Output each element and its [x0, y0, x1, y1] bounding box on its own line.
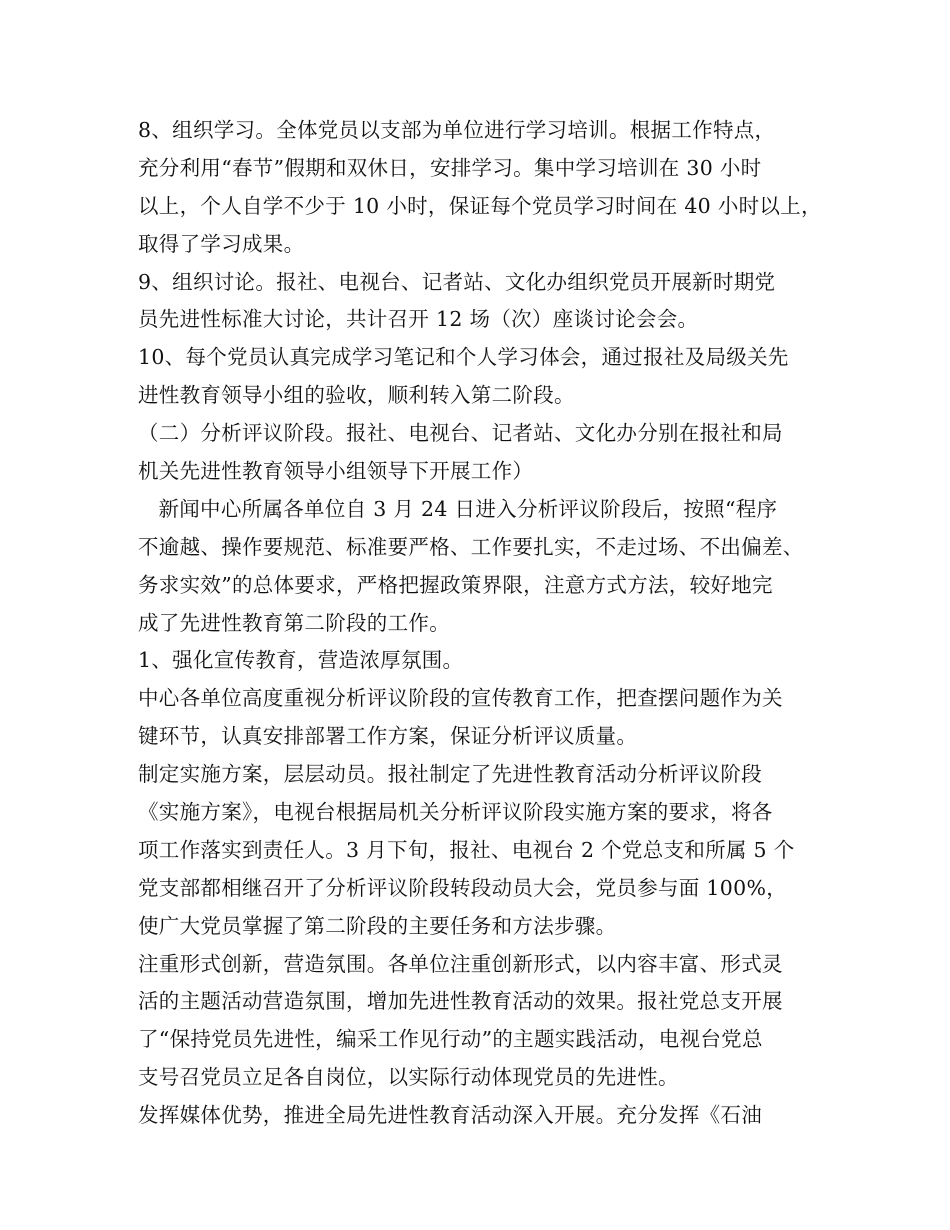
text-line: 充分利用“春节”假期和双休日，安排学习。集中学习培训在 30 小时 — [138, 155, 762, 180]
text-line: 10、每个党员认真完成学习笔记和个人学习体会，通过报社及局级关先 — [138, 345, 789, 370]
text-line: 成了先进性教育第二阶段的工作。 — [138, 610, 450, 635]
text-line: 支号召党员立足各自岗位，以实际行动体现党员的先进性。 — [138, 1065, 679, 1090]
text-line: 不逾越、操作要规范、标准要严格、工作要扎实，不走过场、不出偏差、 — [138, 534, 804, 559]
text-line: 机关先进性教育领导小组领导下开展工作） — [138, 459, 534, 484]
text-line: 党支部都相继召开了分析评议阶段转段动员大会，党员参与面 100%， — [138, 875, 788, 900]
text-line: 中心各单位高度重视分析评议阶段的宣传教育工作，把查摆问题作为关 — [138, 686, 783, 711]
text-line: 键环节，认真安排部署工作方案，保证分析评议质量。 — [138, 724, 638, 749]
text-line: 《实施方案》，电视台根据局机关分析评议阶段实施方案的要求，将各 — [138, 800, 773, 825]
text-line: 8、组织学习。全体党员以支部为单位进行学习培训。根据工作特点， — [138, 118, 776, 142]
text-line: 新闻中心所属各单位自 3 月 24 日进入分析评议阶段后，按照“程序 — [138, 496, 778, 521]
text-line: 9、组织讨论。报社、电视台、记者站、文化办组织党员开展新时期党 — [138, 269, 776, 294]
text-line: 进性教育领导小组的验收，顺利转入第二阶段。 — [138, 383, 575, 408]
text-line: 注重形式创新，营造氛围。各单位注重创新形式，以内容丰富、形式灵 — [138, 951, 783, 976]
text-line: 员先进性标准大讨论，共计召开 12 场（次）座谈讨论会会。 — [138, 307, 699, 332]
text-line: 务求实效”的总体要求，严格把握政策界限，注意方式方法，较好地完 — [138, 572, 773, 597]
text-line: 1、强化宣传教育，营造浓厚氛围。 — [138, 648, 464, 673]
text-line: 使广大党员掌握了第二阶段的主要任务和方法步骤。 — [138, 913, 617, 938]
text-line: 活的主题活动营造氛围，增加先进性教育活动的效果。报社党总支开展 — [138, 989, 783, 1014]
text-line: 取得了学习成果。 — [138, 231, 305, 256]
text-line: 发挥媒体优势，推进全局先进性教育活动深入开展。充分发挥《石油 — [138, 1103, 762, 1128]
text-line: 以上，个人自学不少于 10 小时，保证每个党员学习时间在 40 小时以上， — [138, 193, 822, 218]
document-body — [138, 112, 828, 1135]
text-line: 项工作落实到责任人。3 月下旬，报社、电视台 2 个党总支和所属 5 个 — [138, 837, 795, 862]
text-line: 制定实施方案，层层动员。报社制定了先进性教育活动分析评议阶段 — [138, 762, 762, 787]
text-line: （二）分析评议阶段。报社、电视台、记者站、文化办分别在报社和局 — [138, 421, 783, 446]
text-line: 了“保持党员先进性，编采工作见行动”的主题实践活动，电视台党总 — [138, 1027, 763, 1052]
